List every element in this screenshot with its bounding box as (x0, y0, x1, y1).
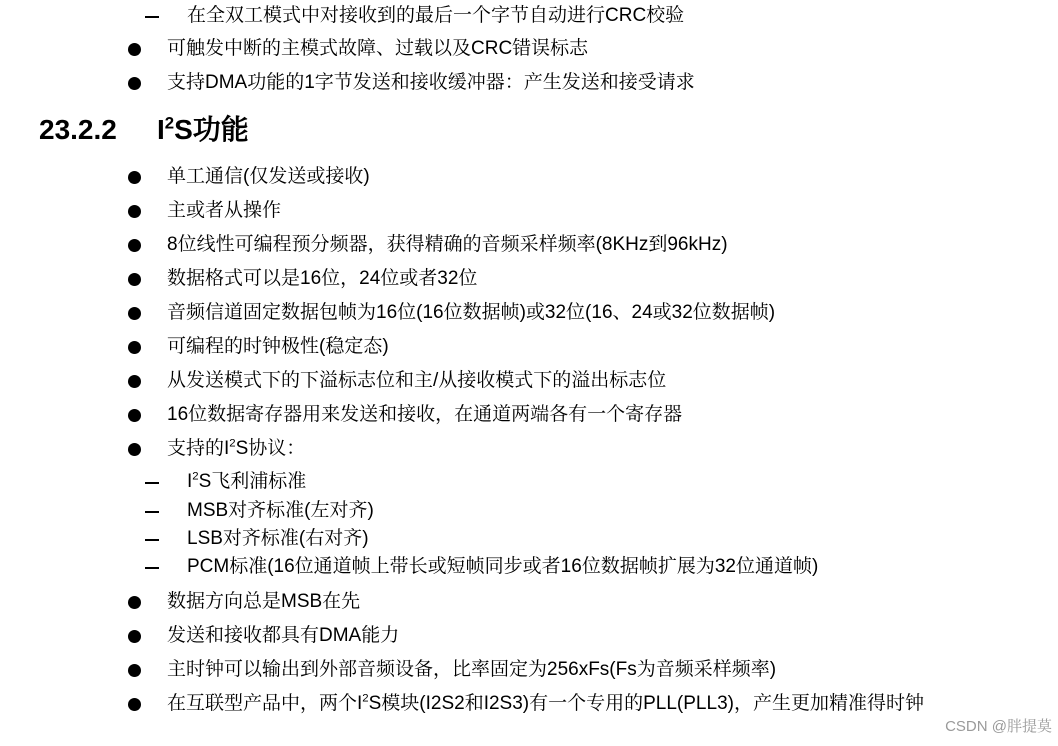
dash-marker (145, 567, 159, 569)
bullet-marker (128, 596, 141, 609)
section-heading (39, 110, 249, 150)
list-item-text: LSB对齐标准(右对齐) (187, 528, 369, 549)
watermark: CSDN @胖提莫 (945, 718, 1052, 735)
bullet-marker (128, 43, 141, 56)
text-sup: 2 (362, 692, 369, 705)
section-title-suffix: S功能 (174, 114, 249, 145)
section-title-sup: 2 (164, 113, 175, 133)
bullet-marker (128, 698, 141, 711)
bullet-marker (128, 171, 141, 184)
list-item-text: 发送和接收都具有DMA能力 (167, 625, 400, 646)
bullet-marker (128, 409, 141, 422)
bullet-marker (128, 273, 141, 286)
list-item-text: 数据格式可以是16位，24位或者32位 (167, 268, 478, 289)
list-item-text: 数据方向总是MSB在先 (167, 591, 361, 612)
list-item-text: 可编程的时钟极性(稳定态) (167, 336, 389, 357)
list-item-text: PCM标准(16位通道帧上带长或短帧同步或者16位数据帧扩展为32位通道帧) (187, 556, 819, 577)
list-item-text: 8位线性可编程预分频器，获得精确的音频采样频率(8KHz到96kHz) (167, 234, 728, 255)
list-item-text (187, 467, 306, 497)
text-sup: 2 (192, 470, 199, 483)
list-item-text: MSB对齐标准(左对齐) (187, 500, 374, 521)
bullet-marker (128, 239, 141, 252)
list-item-text: 音频信道固定数据包帧为16位(16位数据帧)或32位(16、24或32位数据帧) (167, 302, 776, 323)
list-item-text: 主或者从操作 (167, 200, 282, 221)
bullet-marker (128, 307, 141, 320)
section-title-prefix: I (157, 114, 165, 145)
list-item-text: 主时钟可以输出到外部音频设备，比率固定为256xFs(Fs为音频采样频率) (167, 659, 777, 680)
bullet-marker (128, 664, 141, 677)
list-item-text: 16位数据寄存器用来发送和接收，在通道两端各有一个寄存器 (167, 404, 683, 425)
text-pre: I (187, 471, 193, 492)
list-item-text (167, 689, 924, 719)
list-item-text: 支持DMA功能的1字节发送和接收缓冲器：产生发送和接受请求 (167, 72, 695, 93)
bullet-marker (128, 630, 141, 643)
bullet-marker (128, 77, 141, 90)
dash-marker (145, 482, 159, 484)
list-item-text: 可触发中断的主模式故障、过载以及CRC错误标志 (167, 38, 589, 59)
dash-marker (145, 511, 159, 513)
bullet-marker (128, 341, 141, 354)
text-pre: 在互联型产品中，两个I (167, 693, 363, 714)
list-item-text: 单工通信(仅发送或接收) (167, 166, 370, 187)
bullet-marker (128, 375, 141, 388)
text-sup: 2 (229, 437, 236, 450)
dash-marker (145, 539, 159, 541)
text-post: S飞利浦标准 (198, 471, 307, 492)
list-item-text: 在全双工模式中对接收到的最后一个字节自动进行CRC校验 (187, 5, 685, 26)
dash-marker (145, 16, 159, 18)
text-post: S模块(I2S2和I2S3)有一个专用的PLL(PLL3)，产生更加精准得时钟 (368, 693, 924, 714)
list-item-text: 从发送模式下的下溢标志位和主/从接收模式下的溢出标志位 (167, 370, 667, 391)
bullet-marker (128, 443, 141, 456)
section-number: 23.2.2 (39, 114, 117, 145)
text-post: S协议： (235, 438, 306, 459)
bullet-marker (128, 205, 141, 218)
text-pre: 支持的I (167, 438, 230, 459)
list-item-text (167, 434, 305, 464)
